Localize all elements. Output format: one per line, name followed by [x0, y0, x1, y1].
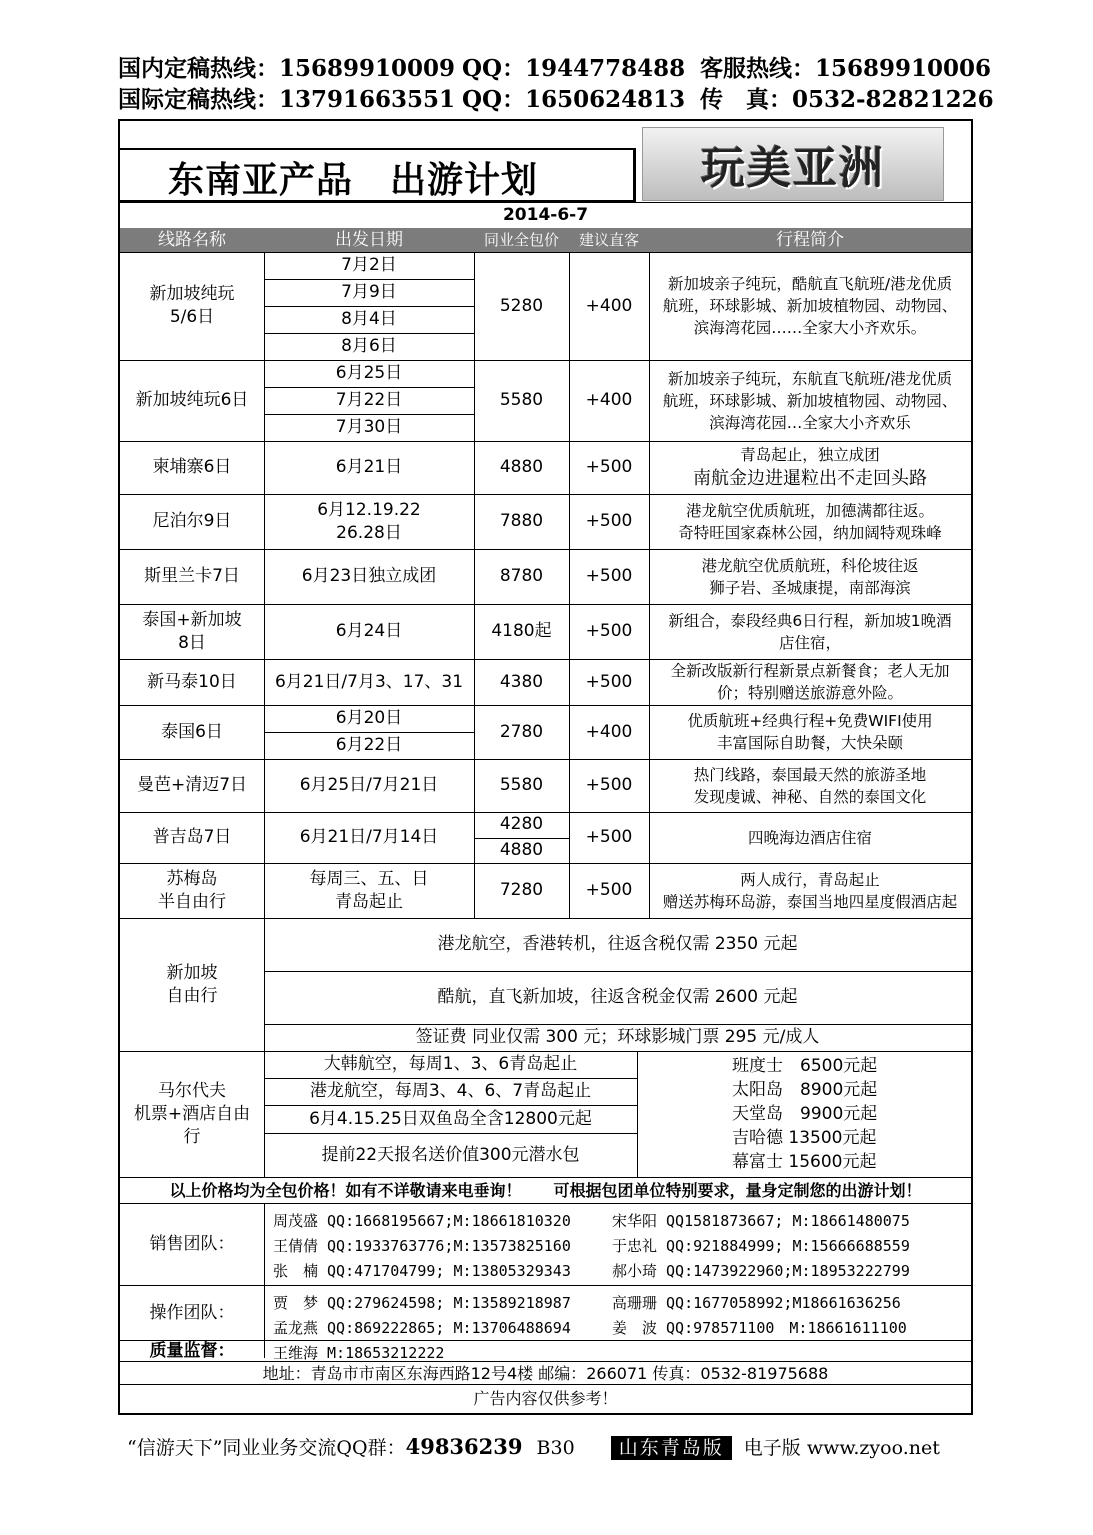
footer: [127, 1433, 940, 1460]
route-name: [120, 494, 264, 549]
address: 地址：青岛市市南区东海西路12号4楼 邮编：266071 传真：0532-81975688: [262, 1363, 829, 1383]
description-line: 滨海湾花园……全家大小齐欢乐。: [693, 319, 927, 337]
suggested-markup: +500: [585, 621, 633, 641]
suggested-markup: +500: [585, 775, 633, 795]
maldives-option: 提前22天报名送价值300元潜水包: [321, 1144, 580, 1165]
price: 4280: [499, 814, 544, 835]
price: 5580: [499, 775, 544, 795]
main-table: [118, 119, 973, 1415]
route-name: [120, 812, 264, 863]
footer-group-no: 49836239: [405, 1434, 523, 1459]
price: 4180起: [491, 621, 552, 641]
route-name: [120, 759, 264, 812]
route-description: [649, 441, 971, 494]
description-line: 丰富国际自助餐，大快朵颐: [716, 734, 903, 752]
fax: 传 真：0532-82821226: [700, 86, 994, 113]
route-name-line: 行: [183, 1126, 201, 1147]
route-name-line: 新加坡纯玩6日: [135, 390, 249, 410]
date-line: 26.28日: [336, 522, 402, 543]
description-line: 狮子岩、圣城康提，南部海滨: [709, 578, 911, 597]
team-member: 于忠礼 QQ:921884999; M:15666688559: [612, 1237, 910, 1255]
domestic-hotline: 国内定稿热线：15689910009: [118, 55, 456, 82]
description-line: 港龙航空优质航班，加德满都往返。: [685, 501, 934, 520]
departure-date: 6月22日: [335, 735, 403, 755]
island-price: 吉哈德 13500元起: [732, 1128, 877, 1148]
team-member: 高珊珊 QQ:1677058992;M18661636256: [612, 1294, 901, 1312]
departure-date: 6月20日: [335, 708, 403, 728]
table-header: [120, 228, 971, 252]
description-line: 优质航班+经典行程+免费WIFI使用: [687, 712, 933, 730]
route-name-line: 8日: [178, 632, 206, 653]
description-line: 新加坡亲子纯玩，东航直飞航班/港龙优质: [667, 369, 953, 388]
route-name-line: 新加坡纯玩: [149, 284, 235, 304]
price: 4880: [499, 839, 544, 860]
team-member: 孟龙燕 QQ:869222865; M:13706488694: [273, 1319, 571, 1337]
route-name-line: 曼芭+清迈7日: [136, 775, 248, 795]
header-route: 线路名称: [158, 229, 226, 250]
footer-page: B30: [536, 1437, 575, 1459]
route-name: [120, 705, 264, 759]
maldives-option: 大韩航空，每周1、3、6青岛起止: [323, 1054, 578, 1074]
logo: [642, 127, 944, 201]
island-price: 太阳岛 8900元起: [732, 1080, 878, 1100]
maldives-option: 港龙航空，每周3、4、6、7青岛起止: [309, 1081, 592, 1101]
departure-date: 6月21日: [335, 457, 403, 477]
departure-date: [264, 494, 474, 549]
departure-date: 7月22日: [335, 390, 403, 410]
route-name-line: 柬埔寨6日: [152, 457, 232, 477]
departure-date: 6月23日独立成团: [301, 566, 437, 586]
description-line: 航班，环球影城、新加坡植物园、动物园、: [662, 297, 958, 315]
description-line: 南航金边进暹粒出不走回头路: [693, 467, 927, 489]
route-description: [649, 494, 971, 549]
description-line: 新组合，泰段经典6日行程，新加坡1晚酒: [668, 611, 952, 630]
sales-label: 销售团队：: [149, 1234, 235, 1254]
description-line: 奇特旺国家森林公园，纳加阔特观珠峰: [678, 523, 942, 542]
island-price: 班度士 6500元起: [732, 1056, 878, 1076]
sg-free-route: [120, 918, 264, 1051]
description-line: 青岛起止，独立成团: [740, 445, 880, 464]
route-name-line: 尼泊尔9日: [152, 511, 232, 531]
team-member: 周茂盛 QQ:1668195667;M:18661810320: [273, 1212, 571, 1230]
route-name-line: 苏梅岛: [166, 868, 218, 889]
quality-value: 王维海 M:18653212222: [273, 1344, 445, 1362]
description-line: 赠送苏梅环岛游，泰国当地四星度假酒店起: [662, 892, 958, 911]
departure-date: 8月4日: [341, 309, 397, 329]
suggested-markup: +500: [585, 671, 633, 692]
departure-date: 6月21日/7月3、17、31: [274, 671, 464, 692]
header-date: 出发日期: [335, 229, 403, 250]
logo-text: 玩美亚洲: [701, 143, 885, 194]
price: 7280: [499, 880, 544, 900]
maldives-route: [120, 1051, 264, 1177]
price: 7880: [499, 511, 544, 531]
description-line: 四晚海边酒店住宿: [747, 828, 872, 847]
header-intro: 行程简介: [776, 229, 844, 250]
route-name-line: 新马泰10日: [147, 671, 237, 692]
suggested-markup: +500: [585, 880, 633, 900]
route-name: [120, 360, 264, 441]
route-name: [120, 441, 264, 494]
route-description: [649, 360, 971, 441]
description-line: 港龙航空优质航班，科伦坡往返: [701, 556, 919, 575]
team-member: 张 楠 QQ:471704799; M:13805329343: [273, 1262, 571, 1280]
route-description: [649, 759, 971, 812]
route-name: [120, 604, 264, 659]
header-price: 同业全包价: [483, 230, 559, 249]
departure-date: 6月25日: [335, 363, 403, 383]
price: 8780: [499, 566, 544, 586]
ops-label: 操作团队：: [149, 1302, 235, 1323]
price: 4380: [499, 671, 544, 692]
route-name-line: 普吉岛7日: [152, 827, 232, 847]
header-suggest: 建议直客: [578, 230, 639, 249]
route-description: [649, 604, 971, 659]
route-name-line: 新加坡: [166, 962, 218, 983]
route-description: [649, 549, 971, 604]
route-description: [649, 863, 971, 918]
suggested-markup: +500: [585, 457, 633, 477]
route-description: [649, 705, 971, 759]
suggested-markup: +400: [585, 295, 633, 316]
route-description: [649, 252, 971, 360]
route-description: [649, 659, 971, 705]
island-price: 天堂岛 9900元起: [732, 1104, 878, 1124]
route-name: [120, 549, 264, 604]
departure-date: 7月9日: [341, 282, 397, 302]
route-description: [649, 812, 971, 863]
departure-date: 6月21日/7月14日: [299, 827, 439, 847]
price: 2780: [499, 721, 544, 742]
issue-date: 2014-6-7: [502, 205, 589, 225]
route-name-line: 自由行: [166, 985, 218, 1006]
price: 5580: [499, 390, 544, 410]
qq-2: QQ：1650624813: [462, 86, 686, 113]
route-name-line: 泰国6日: [161, 721, 223, 742]
departure-date: 7月30日: [335, 417, 403, 437]
sg-free-line: 港龙航空，香港转机，往返含税仅需 2350 元起: [437, 934, 798, 954]
departure-date: 8月6日: [341, 336, 397, 356]
footer-site: 电子版 www.zyoo.net: [743, 1437, 940, 1459]
suggested-markup: +400: [585, 721, 633, 742]
description-line: 价；特别赠送旅游意外险。: [716, 684, 903, 702]
disclaimer: 广告内容仅供参考！: [473, 1388, 618, 1408]
departure-date: 6月25日/7月21日: [299, 775, 439, 795]
description-line: 航班，环球影城、新加坡植物园、动物园、: [662, 391, 958, 410]
team-member: 郝小琦 QQ:1473922960;M:18953222799: [612, 1262, 910, 1280]
international-hotline: 国际定稿热线：13791663551: [118, 86, 456, 113]
suggested-markup: +500: [585, 827, 633, 847]
page-title: 东南亚产品 出游计划: [168, 160, 539, 201]
price: 4880: [499, 457, 544, 477]
team-member: 姜 波 QQ:978571100 M:18661611100: [612, 1319, 907, 1337]
description-line: 滨海湾花园…全家大小齐欢乐: [709, 413, 911, 432]
quality-label: 质量监督：: [149, 1340, 235, 1361]
maldives-islands: [637, 1051, 971, 1177]
price: 5280: [499, 295, 544, 316]
date-line: 每周三、五、日: [309, 868, 429, 889]
team-member: 宋华阳 QQ1581873667; M:18661480075: [612, 1212, 910, 1230]
departure-date: [264, 863, 474, 918]
route-name-line: 泰国+新加坡: [142, 609, 242, 630]
sg-free-line: 签证费 同业仅需 300 元；环球影城门票 295 元/成人: [415, 1027, 820, 1047]
sg-free-line: 酷航，直飞新加坡，往返含税金仅需 2600 元起: [437, 987, 798, 1007]
date-line: 青岛起止: [335, 891, 403, 912]
suggested-markup: +500: [585, 511, 633, 531]
footer-edition: 山东青岛版: [611, 1436, 732, 1460]
description-line: 新加坡亲子纯玩，酷航直飞航班/港龙优质: [667, 275, 953, 293]
description-line: 热门线路，泰国最天然的旅游圣地: [693, 765, 927, 784]
description-line: 发现虔诚、神秘、自然的泰国文化: [693, 787, 927, 806]
island-price: 幕富士 15600元起: [732, 1152, 877, 1172]
route-name: [120, 659, 264, 705]
qq-1: QQ：1944778488: [462, 55, 686, 82]
route-name: [120, 863, 264, 918]
route-name-line: 斯里兰卡7日: [144, 566, 240, 586]
service-hotline: 客服热线：15689910006: [700, 55, 992, 82]
date-line: 6月12.19.22: [317, 499, 421, 520]
maldives-option: 6月4.15.25日双鱼岛全含12800元起: [309, 1108, 592, 1129]
suggested-markup: +500: [585, 566, 633, 586]
suggested-markup: +400: [585, 390, 633, 410]
route-name-line: 5/6日: [169, 307, 215, 327]
route-name-line: 半自由行: [158, 891, 226, 912]
description-line: 全新改版新行程新景点新餐食；老人无加: [670, 662, 950, 680]
team-member: 王倩倩 QQ:1933763776;M:13573825160: [273, 1237, 571, 1255]
departure-date: 6月24日: [335, 621, 403, 641]
footer-group: “信游天下”同业业务交流QQ群：: [127, 1437, 406, 1459]
route-name: [120, 252, 264, 360]
route-name-line: 机票+酒店自由: [133, 1103, 251, 1124]
description-line: 店住宿，: [778, 633, 841, 652]
route-name-line: 马尔代夫: [158, 1080, 226, 1101]
notice: 以上价格均为全包价格！如有不详敬请来电垂询！ 可根据包团单位特别要求，量身定制您的出游计划！: [169, 1181, 922, 1200]
description-line: 两人成行，青岛起止: [740, 870, 880, 889]
departure-date: 7月2日: [341, 255, 397, 275]
team-member: 贾 梦 QQ:279624598; M:13589218987: [273, 1294, 571, 1312]
